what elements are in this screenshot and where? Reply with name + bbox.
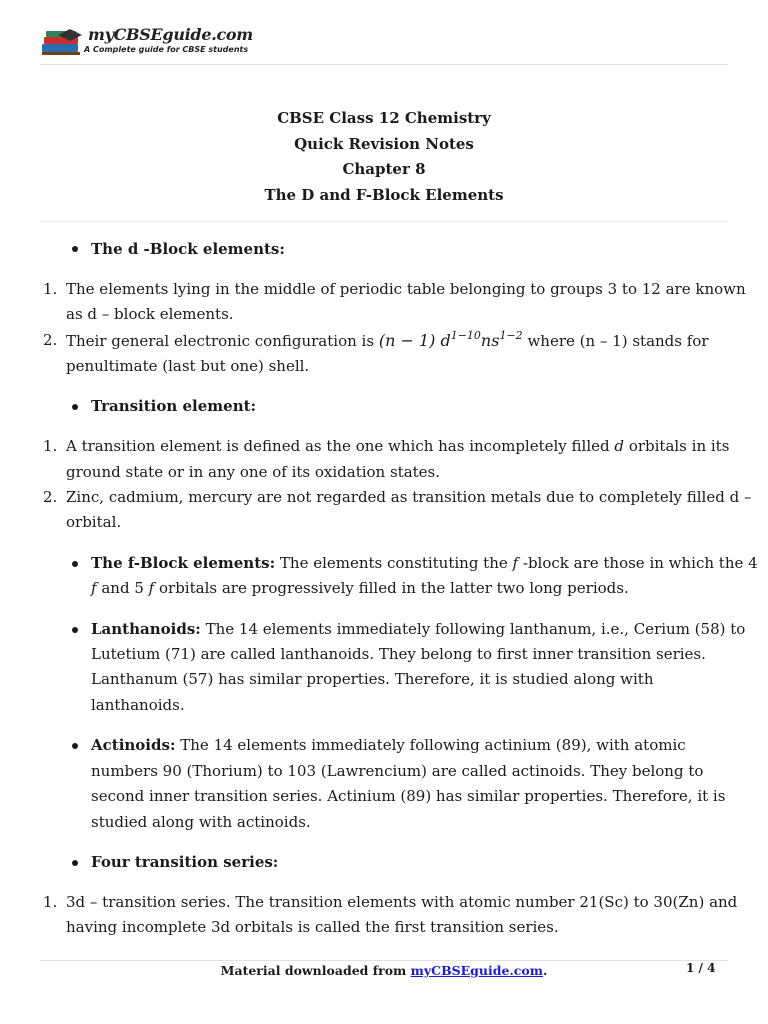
text-segment: -block are those in which the 4 bbox=[522, 554, 758, 572]
text-segment: orbitals are progressively filled in the latter two long periods. bbox=[159, 579, 629, 597]
dblock-item2-line2: penultimate (last but one) shell. bbox=[66, 357, 310, 375]
config-prefix: Their general electronic configuration is bbox=[66, 332, 375, 350]
list-number: 1. bbox=[43, 893, 58, 911]
italic-f: f bbox=[148, 579, 155, 597]
list-number: 2. bbox=[43, 331, 58, 349]
config-suffix: where (n – 1) stands for bbox=[527, 332, 709, 350]
bullet-icon bbox=[72, 561, 78, 567]
series-heading: Four transition series: bbox=[91, 853, 279, 871]
logo-name: myCBSEguide.com bbox=[88, 25, 253, 44]
page-number: 1 / 4 bbox=[686, 961, 716, 975]
title-chapter: Chapter 8 bbox=[342, 160, 426, 178]
title-topic: The D and F-Block Elements bbox=[264, 185, 504, 204]
series-item1-line2: having incomplete 3d orbitals is called the first transition series. bbox=[66, 918, 559, 936]
document-titles bbox=[0, 106, 768, 208]
text-segment: The 14 elements immediately following actinium (89), with atomic bbox=[180, 736, 686, 754]
bullet-icon bbox=[72, 627, 78, 633]
page-footer bbox=[0, 963, 768, 978]
title-notes: Quick Revision Notes bbox=[294, 134, 474, 153]
list-number: 2. bbox=[43, 488, 58, 506]
page-header bbox=[40, 22, 728, 65]
transition-item1-line1 bbox=[66, 434, 729, 460]
dblock-item1-line2: as d – block elements. bbox=[66, 305, 234, 323]
italic-d: d bbox=[614, 437, 625, 455]
text-segment: orbitals in its bbox=[628, 437, 730, 455]
electron-config-formula: (n − 1) $d^{1-10}ns^{1-2}$ bbox=[378, 329, 523, 350]
fblock-line1 bbox=[91, 551, 758, 577]
text-segment: The 14 elements immediately following lanthanum, i.e., Cerium (58) to bbox=[205, 620, 746, 638]
fblock-label: The f-Block elements: bbox=[91, 554, 276, 572]
title-divider bbox=[40, 221, 728, 222]
lanthanoids-line2: Lutetium (71) are called lanthanoids. They belong to first inner transition series. bbox=[91, 645, 706, 663]
actinoids-line1 bbox=[91, 733, 686, 759]
footer-suffix: . bbox=[542, 963, 548, 978]
fblock-line2 bbox=[91, 576, 629, 602]
actinoids-label: Actinoids: bbox=[91, 736, 176, 754]
footer-divider bbox=[40, 960, 728, 961]
lanthanoids-line3: Lanthanum (57) has similar properties. Therefore, it is studied along with bbox=[91, 670, 654, 688]
dblock-item1-line1: The elements lying in the middle of periodic table belonging to groups 3 to 12 are known bbox=[66, 280, 746, 298]
list-number: 1. bbox=[43, 280, 58, 298]
logo-tagline: A Complete guide for CBSE students bbox=[84, 45, 249, 54]
bullet-icon bbox=[72, 743, 78, 749]
dblock-heading: The d -Block elements: bbox=[91, 240, 285, 258]
books-icon bbox=[40, 27, 84, 57]
lanthanoids-label: Lanthanoids: bbox=[91, 620, 201, 638]
text-segment: and 5 bbox=[101, 579, 144, 597]
bullet-icon bbox=[72, 860, 78, 866]
transition-heading: Transition element: bbox=[91, 397, 257, 415]
transition-item2-line2: orbital. bbox=[66, 513, 122, 531]
transition-item1-line2: ground state or in any one of its oxidation states. bbox=[66, 463, 441, 481]
lanthanoids-line1 bbox=[91, 617, 745, 643]
text-segment: The elements constituting the bbox=[279, 554, 508, 572]
bullet-icon bbox=[72, 246, 78, 252]
footer-link[interactable]: myCBSEguide.com bbox=[410, 963, 543, 978]
transition-item2-line1: Zinc, cadmium, mercury are not regarded as transition metals due to completely filled d – bbox=[66, 488, 752, 506]
actinoids-line3: second inner transition series. Actinium (89) has similar properties. Therefore, it is bbox=[91, 787, 726, 805]
series-item1-line1: 3d – transition series. The transition elements with atomic number 21(Sc) to 30(Zn) and bbox=[66, 893, 738, 911]
list-number: 1. bbox=[43, 437, 58, 455]
footer-prefix: Material downloaded from bbox=[220, 963, 407, 978]
actinoids-line2: numbers 90 (Thorium) to 103 (Lawrencium) are called actinoids. They belong to bbox=[91, 762, 704, 780]
actinoids-line4: studied along with actinoids. bbox=[91, 813, 311, 831]
text-segment: A transition element is defined as the one which has incompletely filled bbox=[66, 437, 610, 455]
dblock-item2-line1 bbox=[66, 328, 709, 355]
lanthanoids-line4: lanthanoids. bbox=[91, 696, 185, 714]
italic-f: f bbox=[91, 579, 97, 597]
italic-f: f bbox=[512, 554, 519, 572]
title-class: CBSE Class 12 Chemistry bbox=[277, 109, 491, 127]
site-logo[interactable] bbox=[40, 24, 253, 60]
bullet-icon bbox=[72, 404, 78, 410]
